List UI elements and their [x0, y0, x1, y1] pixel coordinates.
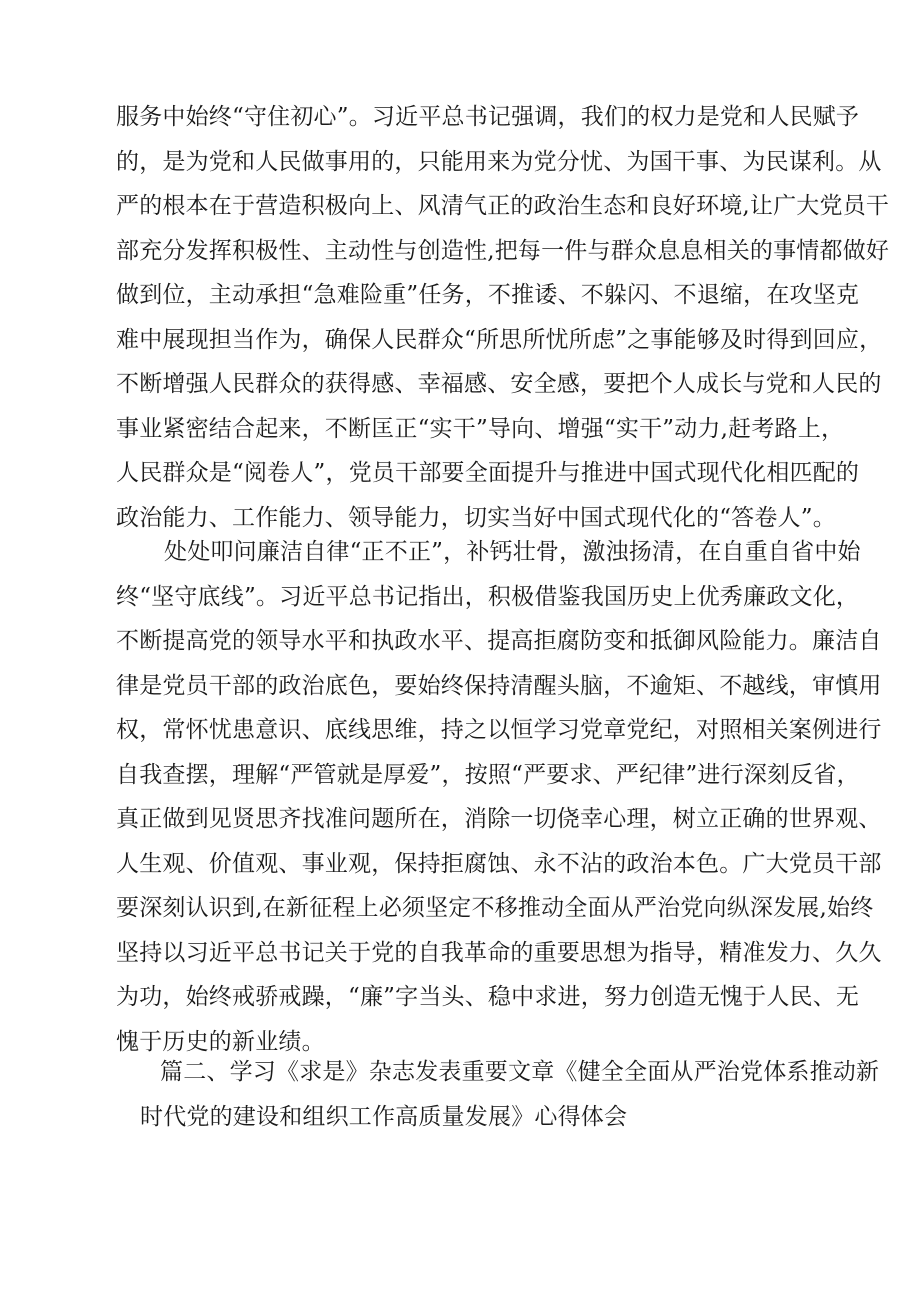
paragraph-line: 不断提高党的领导水平和执政水平、提高拒腐防变和抵御风险能力。廉洁自 — [116, 628, 882, 654]
paragraph-line: 部充分发挥积极性、主动性与创造性,把每一件与群众息息相关的事情都做好 — [116, 237, 890, 264]
paragraph-line: 处处叩问廉洁自律“正不正”，补钙壮骨，激浊扬清，在自重自省中始 — [164, 539, 861, 565]
paragraph-line: 不断增强人民群众的获得感、幸福感、安全感，要把个人成长与党和人民的 — [116, 371, 882, 397]
paragraph-2 — [116, 530, 882, 1064]
paragraph-line: 律是党员干部的政治底色，要始终保持清醒头脑，不逾矩、不越线，审慎用 — [116, 672, 882, 699]
paragraph-line: 做到位，主动承担“急难险重”任务，不推诿、不躲闪、不退缩，在攻坚克 — [116, 282, 860, 308]
paragraph-line: 要深刻认识到,在新征程上必须坚定不移推动全面从严治党向纵深发展,始终 — [116, 895, 874, 921]
heading-line: 篇二、学习《求是》杂志发表重要文章《健全全面从严治党体系推动新 — [160, 1059, 880, 1085]
paragraph-line: 人民群众是“阅卷人”，党员干部要全面提升与推进中国式现代化相匹配的 — [116, 460, 860, 486]
paragraph-line: 服务中始终“守住初心”。习近平总书记强调，我们的权力是党和人民赋予 — [116, 104, 860, 130]
paragraph-line: 终“坚守底线”。习近平总书记指出，积极借鉴我国历史上优秀廉政文化， — [116, 583, 860, 610]
paragraph-line: 严的根本在于营造积极向上、风清气正的政治生态和良好环境,让广大党员干 — [116, 193, 890, 219]
paragraph-line: 人生观、价值观、事业观，保持拒腐蚀、永不沾的政治本色。广大党员干部 — [116, 850, 882, 877]
paragraph-line: 愧于历史的新业绩。 — [116, 1028, 325, 1055]
paragraph-line: 难中展现担当作为，确保人民群众“所思所忧所虑”之事能够及时得到回应， — [116, 326, 883, 353]
paragraph-1 — [116, 95, 890, 540]
paragraph-line: 政治能力、工作能力、领导能力，切实当好中国式现代化的“答卷人”。 — [116, 504, 836, 531]
paragraph-line: 事业紧密结合起来，不断匡正“实干”导向、增强“实干”动力,赶考路上， — [116, 415, 845, 442]
paragraph-line: 的，是为党和人民做事用的，只能用来为党分忧、为国干事、为民谋利。从 — [116, 148, 882, 175]
paragraph-line: 坚持以习近平总书记关于党的自我革命的重要思想为指导，精准发力、久久 — [116, 939, 882, 966]
paragraph-line: 自我查摆，理解“严管就是厚爱”，按照“严要求、严纪律”进行深刻反省， — [116, 761, 860, 788]
paragraph-line: 权，常怀忧患意识、底线思维，持之以恒学习党章党纪，对照相关案例进行 — [116, 717, 882, 743]
paragraph-line: 真正做到见贤思齐找准问题所在，消除一切侥幸心理，树立正确的世界观、 — [116, 806, 882, 832]
heading-line: 时代党的建设和组织工作高质量发展》心得体会 — [140, 1103, 628, 1130]
paragraph-line: 为功，始终戒骄戒躁，“廉”字当头、稳中求进，努力创造无愧于人民、无 — [116, 984, 860, 1010]
section-heading — [140, 1050, 880, 1139]
